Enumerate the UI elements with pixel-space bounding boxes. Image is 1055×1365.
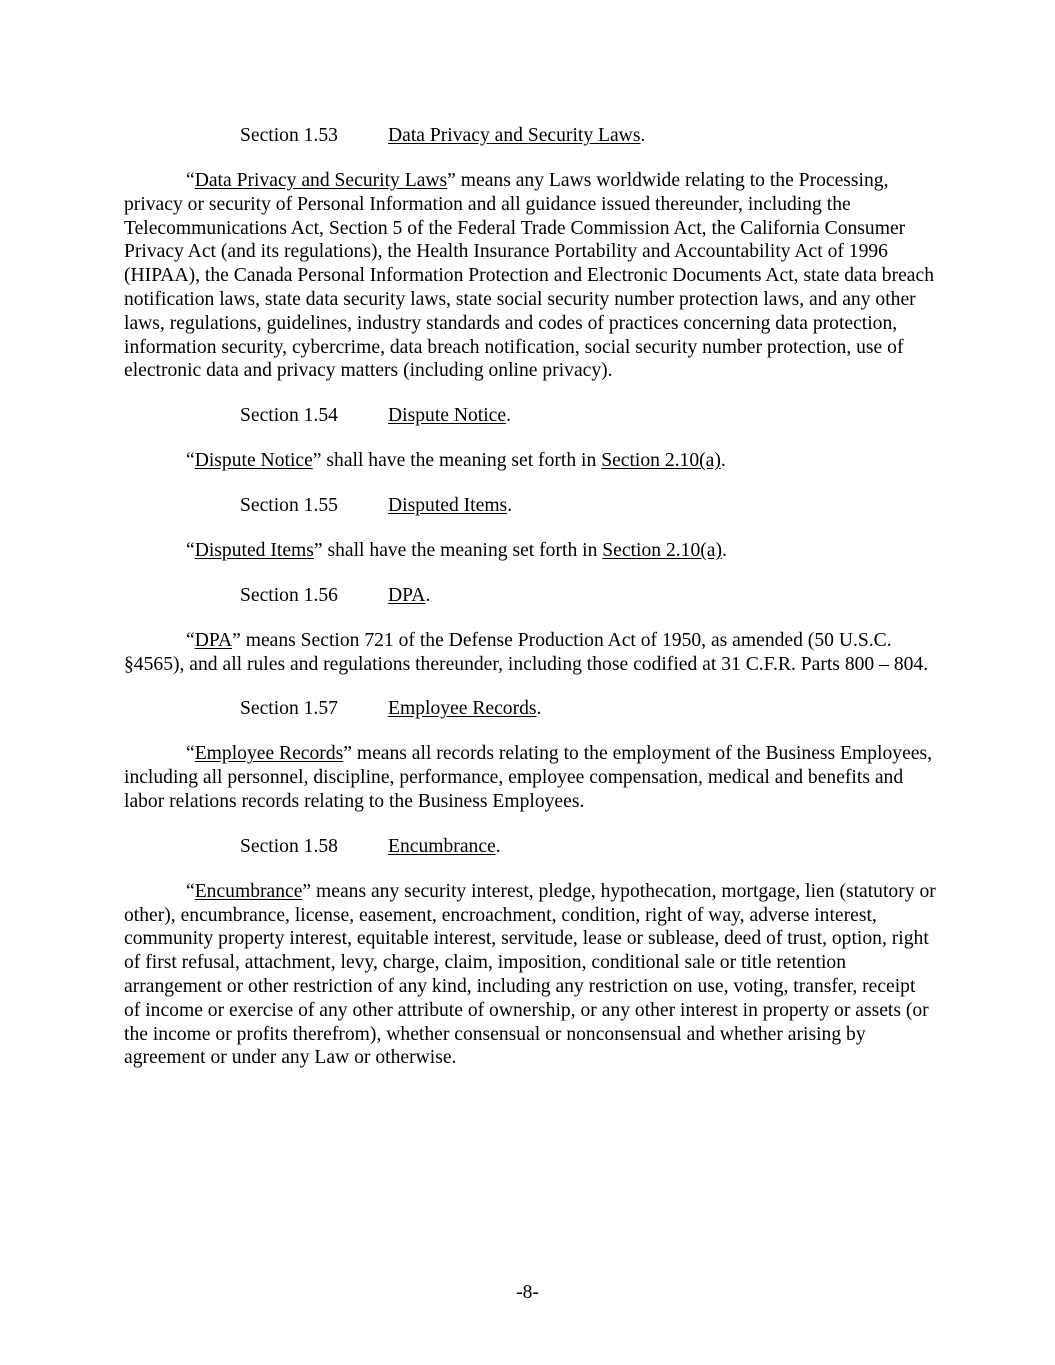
defined-term: Encumbrance xyxy=(194,880,303,902)
definition-paragraph: “Disputed Items” shall have the meaning set forth in Section 2.10(a). xyxy=(186,539,727,561)
defined-term: Data Privacy and Security Laws xyxy=(194,170,448,191)
definition-text: shall have the meaning set forth in xyxy=(322,539,603,561)
definition-paragraph: “Employee Records” means all records relating to the employment of the Business Employees, including all personnel, discipline, performance, employee compensation, medical and benefits and labor relations records relating to the Business Employees. xyxy=(124,743,933,812)
defined-term: Dispute Notice xyxy=(194,450,313,472)
defined-term: Employee Records xyxy=(194,743,344,765)
section-number: Section 1.55 xyxy=(240,494,338,516)
section-number: Section 1.54 xyxy=(240,405,338,427)
page-number: -8- xyxy=(516,1282,539,1303)
section-number: Section 1.58 xyxy=(240,835,338,857)
section-heading: Section 1.56 DPA. xyxy=(240,584,431,606)
section-title: Disputed Items xyxy=(388,494,508,516)
section-number: Section 1.56 xyxy=(240,584,338,606)
section-title: DPA xyxy=(388,584,426,606)
cross-reference: Section 2.10(a) xyxy=(602,539,722,561)
definition-text: shall have the meaning set forth in xyxy=(321,450,602,472)
section-title: Employee Records xyxy=(388,698,537,720)
section-heading: Section 1.53 Data Privacy and Security Laws. xyxy=(240,125,646,146)
section-heading: Section 1.57 Employee Records. xyxy=(240,698,542,720)
definition-paragraph: “Dispute Notice” shall have the meaning set forth in Section 2.10(a). xyxy=(186,450,726,472)
section-title: Dispute Notice xyxy=(388,405,507,427)
section-title: Encumbrance xyxy=(388,835,496,857)
definition-paragraph: “Data Privacy and Security Laws” means any Laws worldwide relating to the Processing, privacy or security of Personal Information and all guidance issued thereunder, including the Telecommunications Act, Section 5 of the Federal Trade Commission Act, the California Consumer Privacy Act (and its regulations), the Health Insurance Portability and Accountability Act of 1996 (HIPAA), the Canada Personal Information Protection and Electronic Documents Act, state data breach notification laws, state data security laws, state social security number protection laws, and any other laws, regulations, guidelines, industry standards and codes of practices concerning data protection, information security, cybercrime, data breach notification, social security number protection, use of electronic data and privacy matters (including online privacy). xyxy=(124,170,934,382)
section-heading: Section 1.58 Encumbrance. xyxy=(240,835,501,857)
defined-term: DPA xyxy=(194,629,233,651)
definition-paragraph: “DPA” means Section 721 of the Defense Production Act of 1950, as amended (50 U.S.C. §4565), and all rules and regulations thereunder, including those codified at 31 C.F.R. Parts 800 – 804. xyxy=(124,629,929,675)
section-number: Section 1.57 xyxy=(240,698,338,720)
section-title: Data Privacy and Security Laws xyxy=(388,125,641,146)
definition-end: . xyxy=(720,450,726,472)
cross-reference: Section 2.10(a) xyxy=(601,450,721,472)
definition-text: means any Laws worldwide relating to the Processing, privacy or security of Personal Information and all guidance issued thereunder, including the Telecommunications Act, Section 5 of the Federal Trade Commission Act, the California Consumer Privacy Act (and its regulations), the Health Insurance Portability and Accountability Act of 1996 (HIPAA), the Canada Personal Information Protection and Electronic Documents Act, state data breach notification laws, state data security laws, state social security number protection laws, and any other laws, regulations, guidelines, industry standards and codes of practices concerning data protection, information security, cybercrime, data breach notification, social security number protection, use of electronic data and privacy matters (including online privacy). xyxy=(124,170,934,382)
definition-end: . xyxy=(722,539,727,561)
section-number: Section 1.53 xyxy=(240,125,338,146)
definition-text: means any security interest, pledge, hypothecation, mortgage, lien (statutory or other), encumbrance, license, easement, encroachment, condition, right of way, adverse interest, community property interest, equitable interest, servitude, lease or sublease, deed of trust, option, right of first refusal, attachment, levy, charge, claim, imposition, conditional sale or title retention arrangement or other restriction of any kind, including any restriction on use, voting, transfer, receipt of income or exercise of any other attribute of ownership, or any other interest in property or assets (or the income or profits therefrom), whether consensual or nonconsensual and whether arising by agreement or under any Law or otherwise. xyxy=(124,880,936,1069)
definition-text: means all records relating to the employment of the Business Employees, including all personnel, discipline, performance, employee compensation, medical and benefits and labor relations records relating to the Business Employees. xyxy=(124,743,933,812)
section-heading: Section 1.54 Dispute Notice. xyxy=(240,405,511,427)
definition-text: means Section 721 of the Defense Production Act of 1950, as amended (50 U.S.C. §4565), and all rules and regulations thereunder, including those codified at 31 C.F.R. Parts 800 – 804. xyxy=(124,629,929,675)
section-heading: Section 1.55 Disputed Items. xyxy=(240,494,513,516)
defined-term: Disputed Items xyxy=(194,539,314,561)
document-page xyxy=(124,124,936,1091)
definition-paragraph: “Encumbrance” means any security interest, pledge, hypothecation, mortgage, lien (statutory or other), encumbrance, license, easement, encroachment, condition, right of way, adverse interest, community property interest, equitable interest, servitude, lease or sublease, deed of trust, option, right of first refusal, attachment, levy, charge, claim, imposition, conditional sale or title retention arrangement or other restriction of any kind, including any restriction on use, voting, transfer, receipt of income or exercise of any other attribute of ownership, or any other interest in property or assets (or the income or profits therefrom), whether consensual or nonconsensual and whether arising by agreement or under any Law or otherwise. xyxy=(124,880,936,1069)
